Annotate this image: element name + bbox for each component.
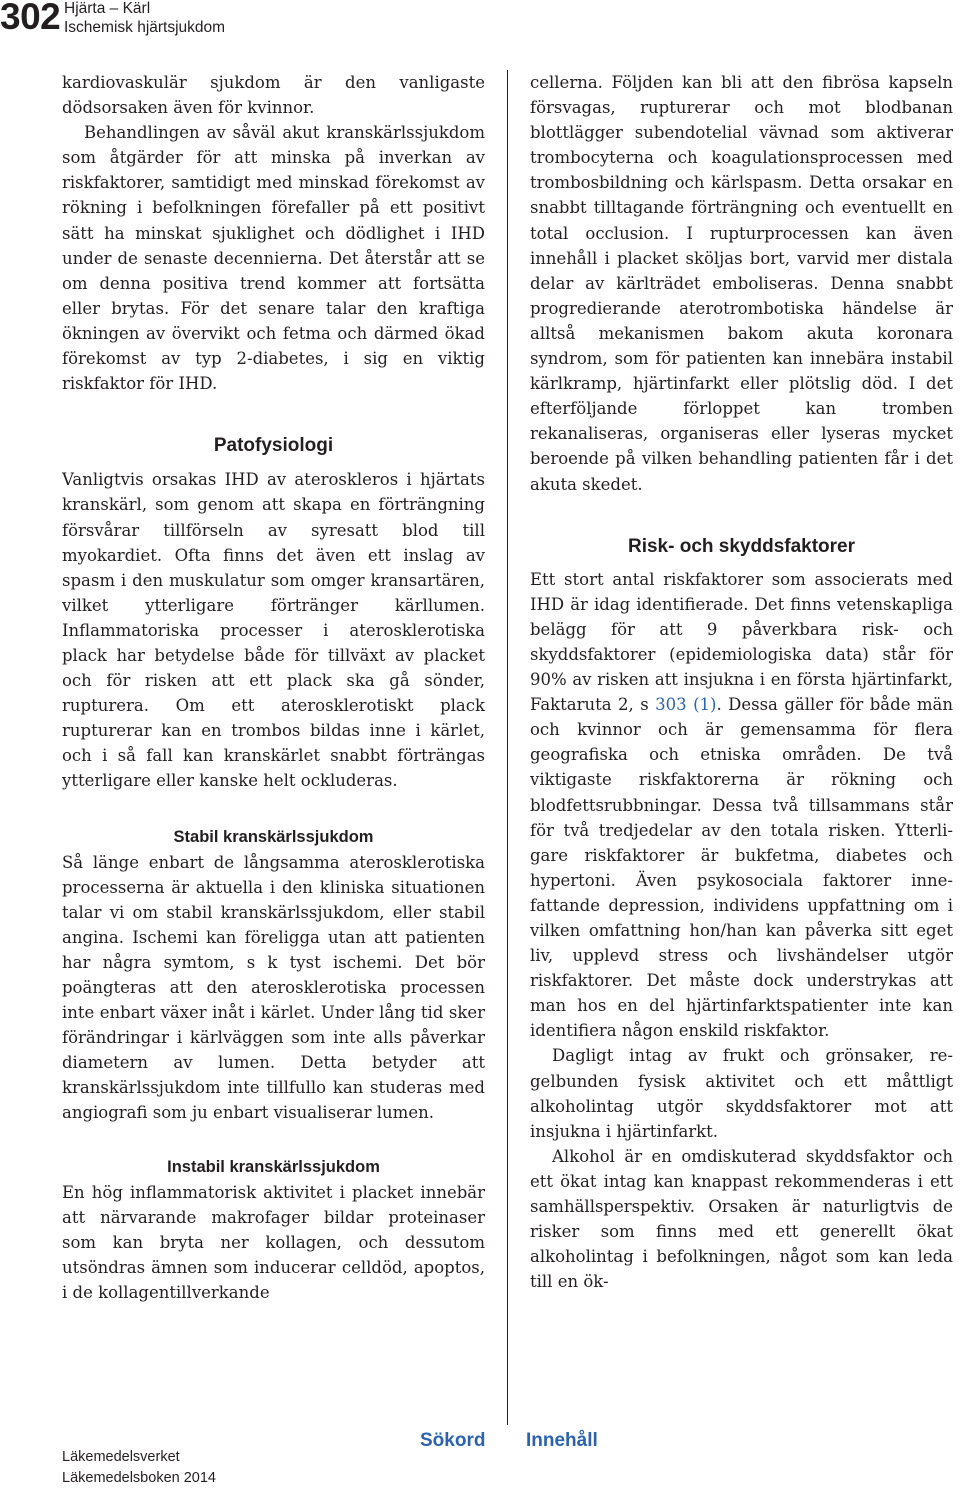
stabil-paragraph: Så länge enbart de långsamma aterosklerotiska processerna är aktuella i den kliniska situationen talar vi om stabil kranskärlssjukdom, eller stabil angina. Ischemi kan föreligga utan att patienten har några symtom, s k tyst ischemi. Det bör poängteras att den aterosklerotiska processen inte enbart växer inåt i kärlet. Under lång tid sker förändringar i kärlväggen som inte alls påverkar diametern av lumen. Detta betyder att kranskärlssjukdom inte tillfullo kan studeras med angiografi som ju enbart visualiserar lumen. (62, 852, 485, 1123)
risk-text-after-ref: . Dessa gäller för både män och kvinnor och är gemensamma för flera geografiska och etniska områden. De två viktigaste riskfaktorerna är rökning och blodfettsrubbningar. Dessa två tillsammans står för två tredjedelar av den totala risken. Ytterligare riskfaktorer är bukfetma, diabetes och hypertoni. Även psykosociala faktorer innefattande depression, individens uppfattning om i vilken omfattning hon/han kan påverka sitt eget liv, upplevd stress och livshändelser utgör riskfaktorer. Det måste dock understrykas att man hos en del hjärtinfarktspatienter inte kan identifiera någon enskild riskfaktor. (530, 695, 954, 1041)
heading-stabil: Stabil kranskärlssjukdom (173, 827, 374, 846)
patofysiologi-paragraph: Vanligtvis orsakas IHD av ateroskleros i hjärtats kranskärl, som genom att skapa en förträngning försvårar tillförseln av syresatt blod till myokardiet. Ofta finns det även ett inslag av spasm i den muskulatur som omger kransartären, vilket ytterligare förtränger kärllumen. Inflammatoriska processer i aterosklerotiska plack har betydelse både för tillväxt av placket och för risken att ett plack ska gå sönder, rupturera. Om ett aterosklerotiskt plack rupturerar kan en trombos bildas inne i kärlet, och i så fall kan kranskärlet snabbt förträngas ytterligare eller kanske helt ockluderas. (62, 470, 485, 791)
toc-link[interactable]: Innehåll (526, 1430, 598, 1451)
section-title: Hjärta – Kärl (64, 0, 151, 17)
search-link[interactable]: Sökord (420, 1430, 486, 1451)
literature-reference-link[interactable]: (1) (693, 695, 717, 715)
heading-patofysiologi: Patofysiologi (213, 435, 334, 457)
page-number: 302 (0, 0, 61, 37)
subsection-title: Ischemisk hjärtsjukdom (64, 19, 226, 36)
intro-paragraph: Behandlingen av såväl akut kranskärlssjukdom som åtgärder för att minska på inverkan av riskfaktorer, samtidigt med minskad förekomst av rökning i befolkningen förefaller på ett positivt sätt ha minskat sjuklighet och dödlighet i IHD under de senaste decennierna. Det återstår att se om denna positiva trend kommer att fortsätta eller brytas. För det senare talar den kraftiga ökningen av övervikt och fetma och därmed ökad förekomst av typ 2-diabetes, i sig en viktig riskfaktor för IHD. (62, 123, 485, 394)
page-header (0, 0, 960, 46)
intro-continuation: kardiovaskulär sjukdom är den vanligaste dödsorsaken även för kvinnor. (62, 73, 485, 118)
footer-book-title: Läkemedelsboken 2014 (62, 1470, 216, 1486)
footer-organization: Läkemedelsverket (62, 1449, 180, 1465)
risk-text-before-ref: Ett stort antal riskfaktorer som associerats med IHD är idag identifierade. Det finns vetenskapliga belägg för att 9 påverkbara risk- och skyddsfaktorer (epidemiologiska data) står för 90% av risken att insjukna i en första hjärtinfarkt, Faktaruta 2, s (530, 569, 953, 715)
heading-instabil: Instabil kranskärlssjukdom (167, 1157, 380, 1176)
right-column (530, 70, 953, 1294)
page-reference-link[interactable]: 303 (655, 695, 687, 715)
alcohol-paragraph: Alkohol är en omdiskuterad skyddsfaktor och ett ökat intag kan knappast rekommenderas i ett samhällsperspektiv. Orsaken är naturligtvis de risker som finns med ett generellt ökat alkoholintag i befolkningen, något som kan leda till en ök- (530, 1146, 953, 1292)
diet-paragraph: Dagligt intag av frukt och grönsaker, regelbunden fysisk aktivitet och ett måttligt alkoholintag utgör skyddsfaktorer mot att insjukna i hjärtinfarkt. (530, 1046, 953, 1141)
left-column (62, 70, 485, 1305)
continuation-paragraph: cellerna. Följden kan bli att den fibrösa kapseln försvagas, rupturerar och mot blodbanan blottlägger subendotelial vävnad som aktiverar trombocyterna och koagulationsprocessen med trombosbildning och kärlspasm. Detta orsakar en snabbt tilltagande förträngning och eventuellt en total occlusion. I rupturprocessen kan även innehåll i placket sköljas bort, varvid mer distala delar av kärlträdet emboliseras. Denna snabbt progredierande aterotrombotiska händelse är alltså mekanismen bakom akuta koronara syndrom, som för patienten kan innebära instabil kärlkramp, hjärtinfarkt eller plötslig död. I det efterföljande förloppet kan tromben rekanaliseras, organiseras eller lyseras mycket beroende på vilken behandling patienten får i det akuta skedet. (530, 73, 953, 494)
instabil-paragraph: En hög inflammatorisk aktivitet i placket innebär att närvarande makrofager bildar proteinaser som kan bryta ner kollagen, och dessutom utsöndras ämnen som inducerar celldöd, apoptos, i de kollagentillverkande (62, 1182, 485, 1302)
risk-paragraph (530, 567, 953, 1044)
heading-risk: Risk- och skyddsfaktorer (627, 535, 856, 557)
column-divider (507, 70, 508, 1425)
